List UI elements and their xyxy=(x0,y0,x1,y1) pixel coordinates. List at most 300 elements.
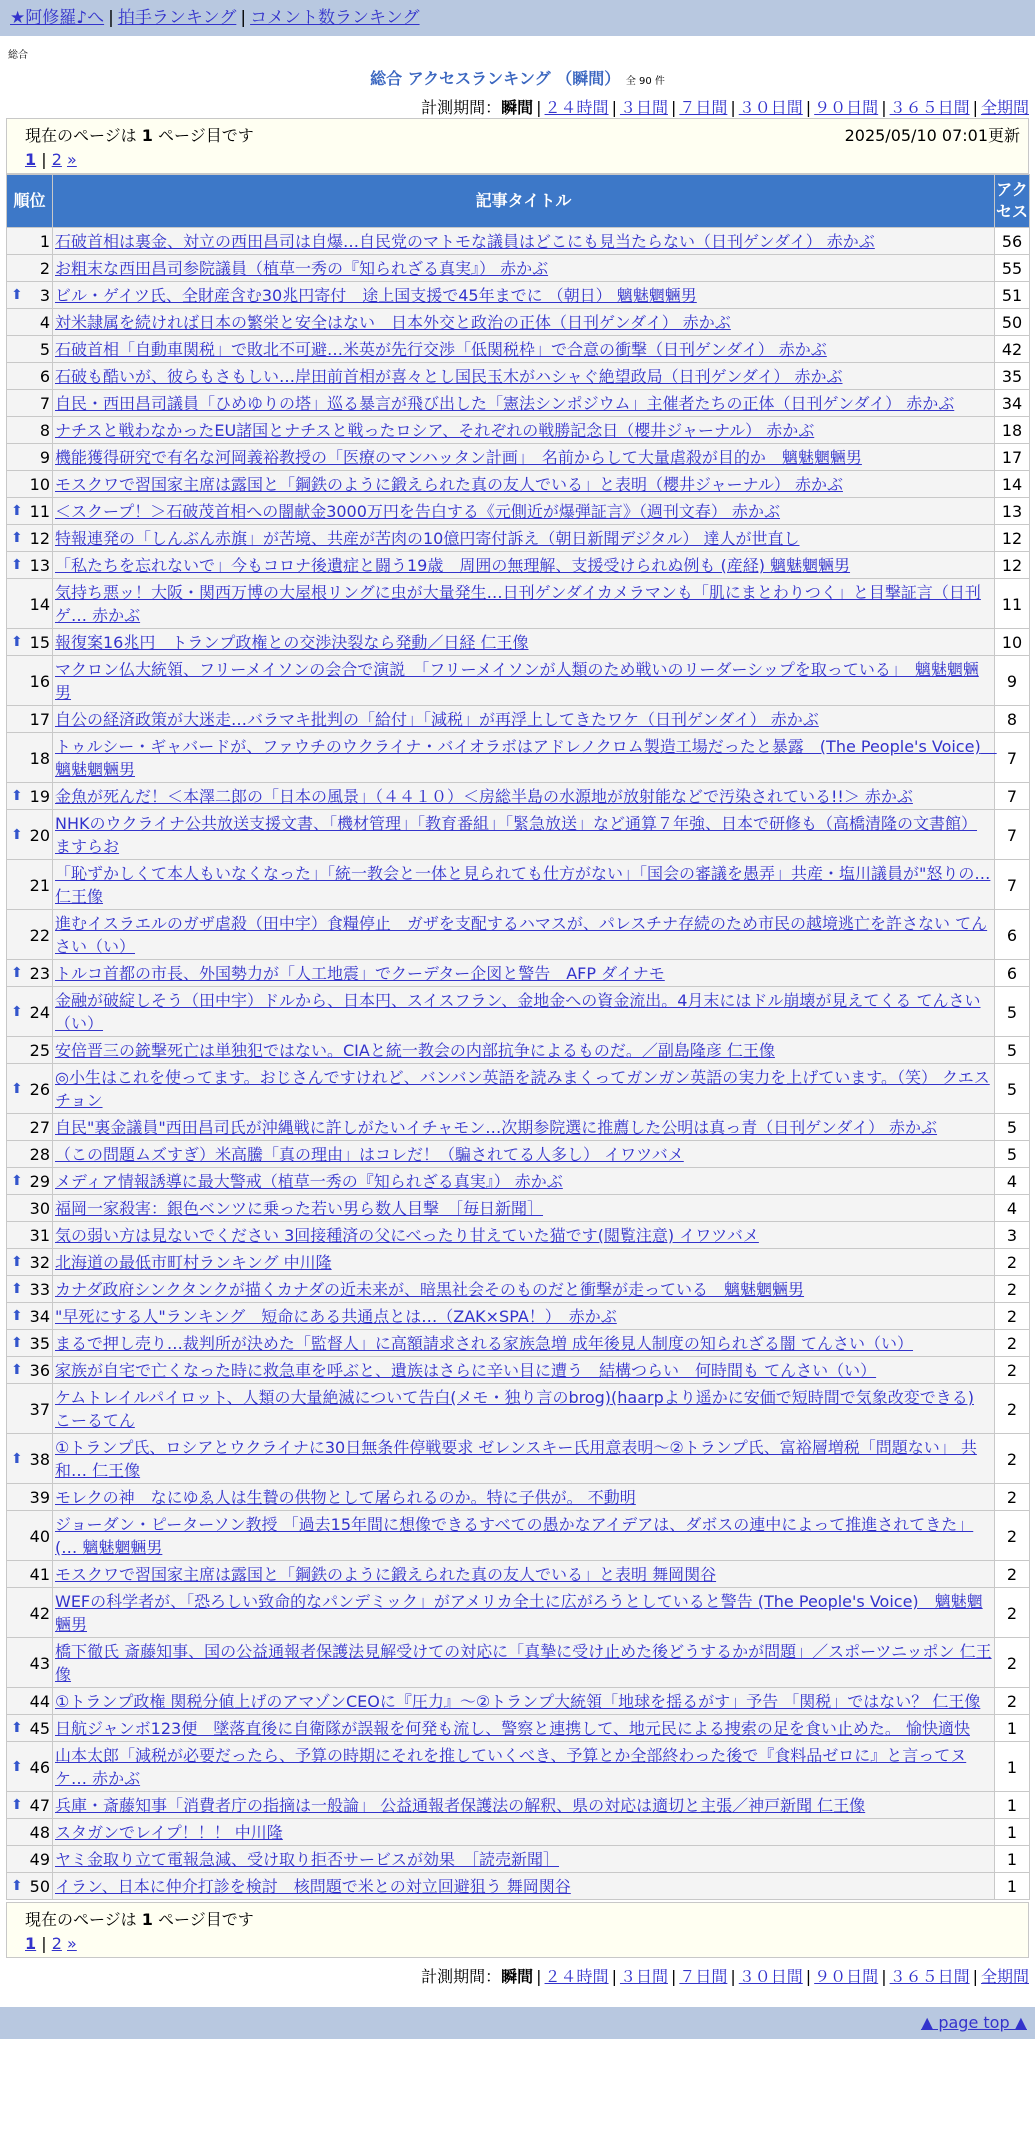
access-count: 12 xyxy=(995,552,1030,579)
access-count: 1 xyxy=(995,1846,1030,1873)
title-cell xyxy=(53,1715,995,1742)
rank-cell xyxy=(7,629,53,656)
pager-top xyxy=(6,118,1029,174)
table-row xyxy=(7,1846,1030,1873)
article-title-link[interactable]: 金魚が死んだ！＜本澤二郎の「日本の風景」（４４１０）＜房総半島の水源地が放射能などで汚染されている!!＞ 赤かぶ xyxy=(55,787,913,806)
rank-cell xyxy=(7,910,53,960)
access-count: 11 xyxy=(995,579,1030,629)
title-cell xyxy=(53,1168,995,1195)
access-count: 17 xyxy=(995,444,1030,471)
period-separator: | xyxy=(881,98,887,117)
rank-number: 8 xyxy=(39,421,50,440)
period-option: 瞬間 xyxy=(501,1967,534,1986)
article-title-link[interactable]: モレクの神 なにゆゑ人は生贄の供物として屠られるのか。特に子供が。 不動明 xyxy=(55,1488,636,1507)
period-separator: | xyxy=(972,1967,978,1986)
access-count: 5 xyxy=(995,1037,1030,1064)
title-cell xyxy=(53,1873,995,1900)
rank-cell xyxy=(7,552,53,579)
table-row xyxy=(7,629,1030,656)
access-count: 7 xyxy=(995,810,1030,860)
up-arrow-icon: ⬆ xyxy=(11,788,23,804)
table-row xyxy=(7,1276,1030,1303)
article-title-link[interactable]: WEFの科学者が、「恐ろしい致命的なパンデミック」がアメリカ全土に広がろうとしていると警告 (The People's Voice) 魑魅魍魎男 xyxy=(55,1592,983,1634)
access-count: 13 xyxy=(995,498,1030,525)
rank-cell xyxy=(7,1276,53,1303)
rank-number: 15 xyxy=(29,633,50,652)
comment-ranking-link[interactable]: コメント数ランキング xyxy=(250,8,420,28)
rank-number: 49 xyxy=(29,1850,50,1869)
access-count: 5 xyxy=(995,1141,1030,1168)
rank-number: 41 xyxy=(29,1565,50,1584)
table-row xyxy=(7,471,1030,498)
table-header-row xyxy=(7,175,1030,228)
period-option[interactable]: ７日間 xyxy=(679,1967,728,1986)
article-title-link[interactable]: イラン、日本に仲介打診を検討 核問題で米との対立回避狙う 舞岡関谷 xyxy=(55,1877,571,1896)
rank-number: 33 xyxy=(29,1280,50,1299)
up-arrow-icon: ⬆ xyxy=(11,1362,23,1378)
table-row xyxy=(7,1249,1030,1276)
access-count: 2 xyxy=(995,1561,1030,1588)
access-count: 12 xyxy=(995,525,1030,552)
rank-cell xyxy=(7,471,53,498)
rank-cell xyxy=(7,1846,53,1873)
rank-cell xyxy=(7,255,53,282)
table-row xyxy=(7,783,1030,810)
page-top-link[interactable]: ▲ page top ▲ xyxy=(920,2013,1027,2032)
article-title-link[interactable]: 石破首相「自動車関税」で敗北不可避…米英が先行交渉「低関税枠」で合意の衝撃（日刊ゲンダイ） 赤かぶ xyxy=(55,340,827,359)
rank-number: 36 xyxy=(29,1361,50,1380)
table-row xyxy=(7,1141,1030,1168)
rank-cell xyxy=(7,390,53,417)
title-cell xyxy=(53,1114,995,1141)
period-label: 計測期間： xyxy=(421,98,502,117)
article-title-link[interactable]: 北海道の最低市町村ランキング 中川隆 xyxy=(55,1253,332,1272)
table-row xyxy=(7,336,1030,363)
table-row xyxy=(7,390,1030,417)
title-cell xyxy=(53,1303,995,1330)
rank-cell xyxy=(7,336,53,363)
title-cell xyxy=(53,783,995,810)
title-cell xyxy=(53,1330,995,1357)
rank-number: 7 xyxy=(39,394,50,413)
article-title-link[interactable]: ヤミ金取り立て電報急減、受け取り拒否サービスが効果 ［読売新聞］ xyxy=(55,1850,560,1869)
rank-number: 31 xyxy=(29,1226,50,1245)
up-arrow-icon: ⬆ xyxy=(11,1878,23,1894)
access-count: 2 xyxy=(995,1357,1030,1384)
table-row xyxy=(7,498,1030,525)
title-cell xyxy=(53,1688,995,1715)
title-cell xyxy=(53,1792,995,1819)
header-title: 記事タイトル xyxy=(53,175,995,228)
access-count: 5 xyxy=(995,1064,1030,1114)
title-cell xyxy=(53,1638,995,1688)
nav-separator: | xyxy=(240,8,247,28)
rank-cell xyxy=(7,1638,53,1688)
up-arrow-icon: ⬆ xyxy=(11,634,23,650)
rank-cell xyxy=(7,706,53,733)
title-cell xyxy=(53,1846,995,1873)
rank-cell xyxy=(7,1434,53,1484)
table-row xyxy=(7,1742,1030,1792)
page-title-text: 総合 アクセスランキング （瞬間） xyxy=(370,69,621,88)
access-count: 2 xyxy=(995,1484,1030,1511)
rank-number: 45 xyxy=(29,1719,50,1738)
table-row xyxy=(7,810,1030,860)
access-count: 6 xyxy=(995,910,1030,960)
article-title-link[interactable]: 山本太郎「減税が必要だったら、予算の時期にそれを推していくべき、予算とか全部終わった後で『食料品ゼロに』と言ってヌケ… 赤かぶ xyxy=(55,1746,967,1788)
table-row xyxy=(7,1511,1030,1561)
up-arrow-icon: ⬆ xyxy=(11,557,23,573)
title-cell xyxy=(53,309,995,336)
period-option[interactable]: 全期間 xyxy=(980,98,1029,117)
article-title-link[interactable]: まるで押し売り…裁判所が決めた「監督人」に高額請求される家族急増 成年後見人制度の知られざる闇 てんさい（い） xyxy=(55,1334,914,1353)
period-option[interactable]: ７日間 xyxy=(679,98,728,117)
header-rank: 順位 xyxy=(7,175,53,228)
period-option[interactable]: ９０日間 xyxy=(814,1967,879,1986)
rank-number: 24 xyxy=(29,1002,50,1022)
pager-bottom xyxy=(6,1902,1029,1958)
rank-number: 3 xyxy=(39,286,50,305)
title-cell xyxy=(53,629,995,656)
title-cell xyxy=(53,656,995,706)
rank-cell xyxy=(7,309,53,336)
table-row xyxy=(7,1037,1030,1064)
article-title-link[interactable]: モスクワで習国家主席は露国と「鋼鉄のように鍛えられた真の友人でいる」と表明（櫻井ジャーナル） 赤かぶ xyxy=(55,475,843,494)
rank-cell xyxy=(7,1249,53,1276)
article-title-link[interactable]: 機能獲得研究で有名な河岡義裕教授の「医療のマンハッタン計画」 名前からして大量虐殺が目的か 魑魅魍魎男 xyxy=(55,448,862,467)
table-row xyxy=(7,656,1030,706)
table-row xyxy=(7,1384,1030,1434)
rank-number: 47 xyxy=(29,1796,50,1815)
period-option[interactable]: ２４時間 xyxy=(544,98,609,117)
rank-number: 5 xyxy=(39,340,50,359)
up-arrow-icon: ⬆ xyxy=(11,826,23,843)
article-title-link[interactable]: ジョーダン・ピーターソン教授 「過去15年間に想像できるすべての愚かなアイデアは、ダボスの連中によって推進されてきた」(… 魑魅魍魎男 xyxy=(55,1515,974,1557)
access-count: 5 xyxy=(995,987,1030,1037)
period-separator: | xyxy=(881,1967,887,1986)
title-cell xyxy=(53,363,995,390)
article-title-link[interactable]: 自民"裏金議員"西田昌司氏が沖縄戦に許しがたいイチャモン…次期参院選に推薦した公明は真っ青（日刊ゲンダイ） 赤かぶ xyxy=(55,1118,938,1137)
rank-cell xyxy=(7,444,53,471)
total-count: 全 90 件 xyxy=(625,76,665,87)
title-cell xyxy=(53,336,995,363)
rank-cell xyxy=(7,1715,53,1742)
table-row xyxy=(7,282,1030,309)
table-row xyxy=(7,579,1030,629)
article-title-link[interactable]: お粗末な西田昌司参院議員（植草一秀の『知られざる真実』） 赤かぶ xyxy=(55,259,549,278)
rank-cell xyxy=(7,1742,53,1792)
rank-number: 13 xyxy=(29,556,50,575)
table-row xyxy=(7,444,1030,471)
header-access: アクセス xyxy=(995,175,1030,228)
article-title-link[interactable]: 「恥ずかしくて本人もいなくなった」「統一教会と一体と見られても仕方がない」「国会の審議を愚弄」共産・塩川議員が"怒りの… 仁王像 xyxy=(55,864,991,906)
rank-cell xyxy=(7,1873,53,1900)
top-nav-bar xyxy=(0,0,1035,36)
bottom-bar xyxy=(0,2007,1035,2039)
article-title-link[interactable]: 石破も酷いが、彼らもさもしい…岸田前首相が喜々とし国民玉木がハシャぐ絶望政局（日刊ゲンダイ） 赤かぶ xyxy=(55,367,843,386)
period-label: 計測期間： xyxy=(421,1967,502,1986)
up-arrow-icon: ⬆ xyxy=(11,1308,23,1324)
title-cell xyxy=(53,1037,995,1064)
title-cell xyxy=(53,1511,995,1561)
article-title-link[interactable]: 報復案16兆円 トランプ政権との交渉決裂なら発動／日経 仁王像 xyxy=(55,633,529,652)
period-separator: | xyxy=(972,98,978,117)
up-arrow-icon: ⬆ xyxy=(11,965,23,981)
home-link[interactable]: ★阿修羅♪へ xyxy=(10,8,105,28)
period-option[interactable]: 全期間 xyxy=(980,1967,1029,1986)
table-row xyxy=(7,552,1030,579)
title-cell xyxy=(53,1742,995,1792)
access-count: 6 xyxy=(995,960,1030,987)
rank-cell xyxy=(7,1303,53,1330)
period-option: 瞬間 xyxy=(501,98,534,117)
access-count: 10 xyxy=(995,629,1030,656)
rank-number: 37 xyxy=(29,1399,50,1419)
rank-cell xyxy=(7,1064,53,1114)
rank-number: 21 xyxy=(29,875,50,895)
access-count: 1 xyxy=(995,1873,1030,1900)
rank-number: 29 xyxy=(29,1172,50,1191)
page-1-link[interactable]: 1 xyxy=(25,1934,37,1953)
period-option[interactable]: ３６５日間 xyxy=(889,1967,970,1986)
table-row xyxy=(7,363,1030,390)
article-title-link[interactable]: 対米隷属を続ければ日本の繁栄と安全はない 日本外交と政治の正体（日刊ゲンダイ） 赤かぶ xyxy=(55,313,731,332)
access-count: 56 xyxy=(995,228,1030,255)
title-cell xyxy=(53,733,995,783)
article-title-link[interactable]: スタガンでレイプ！！！ 中川隆 xyxy=(55,1823,283,1842)
period-selector-bottom xyxy=(0,1964,1035,1987)
access-count: 4 xyxy=(995,1168,1030,1195)
rank-number: 39 xyxy=(29,1488,50,1507)
period-selector-top xyxy=(0,95,1035,118)
article-title-link[interactable]: カナダ政府シンクタンクが描くカナダの近未来が、暗黒社会そのものだと衝撃が走っている 魑魅魍魎男 xyxy=(55,1280,805,1299)
up-arrow-icon: ⬆ xyxy=(11,1797,23,1813)
table-row xyxy=(7,1114,1030,1141)
rank-cell xyxy=(7,579,53,629)
title-cell xyxy=(53,390,995,417)
article-title-link[interactable]: ビル・ゲイツ氏、全財産含む30兆円寄付 途上国支援で45年までに （朝日） 魑魅魍魎男 xyxy=(55,286,697,305)
article-title-link[interactable]: 気持ち悪ッ！大阪・関西万博の大屋根リングに虫が大量発生…日刊ゲンダイカメラマンも「肌にまとわりつく」と目撃証言（日刊ゲ… 赤かぶ xyxy=(55,583,981,625)
rank-number: 27 xyxy=(29,1118,50,1137)
period-separator: | xyxy=(730,98,736,117)
access-count: 18 xyxy=(995,417,1030,444)
table-row xyxy=(7,1222,1030,1249)
rank-cell xyxy=(7,1511,53,1561)
table-row xyxy=(7,1792,1030,1819)
rank-cell xyxy=(7,1561,53,1588)
access-count: 7 xyxy=(995,733,1030,783)
rank-cell xyxy=(7,1792,53,1819)
table-row xyxy=(7,1195,1030,1222)
access-count: 14 xyxy=(995,471,1030,498)
article-title-link[interactable]: 兵庫・斎藤知事「消費者庁の指摘は一般論」 公益通報者保護法の解釈、県の対応は適切と主張／神戸新聞 仁王像 xyxy=(55,1796,866,1815)
rank-cell xyxy=(7,228,53,255)
title-cell xyxy=(53,1195,995,1222)
up-arrow-icon: ⬆ xyxy=(11,1080,23,1097)
title-cell xyxy=(53,1141,995,1168)
rank-number: 46 xyxy=(29,1757,50,1777)
table-row xyxy=(7,706,1030,733)
period-option[interactable]: ３０日間 xyxy=(738,98,803,117)
period-separator: | xyxy=(670,98,677,117)
article-title-link[interactable]: ナチスと戦わなかったEU諸国とナチスと戦ったロシア、それぞれの戦勝記念日（櫻井ジャーナル） 赤かぶ xyxy=(55,421,815,440)
table-row xyxy=(7,987,1030,1037)
rank-number: 50 xyxy=(29,1877,50,1896)
page-1-link[interactable]: 1 xyxy=(25,150,37,169)
access-count: 1 xyxy=(995,1715,1030,1742)
rank-cell xyxy=(7,417,53,444)
rank-number: 9 xyxy=(39,448,50,467)
period-separator: | xyxy=(670,1967,677,1986)
article-title-link[interactable]: "早死にする人"ランキング 短命にある共通点とは…（ZAK×SPA！） 赤かぶ xyxy=(55,1307,617,1326)
rank-cell xyxy=(7,810,53,860)
page-2-link[interactable]: 2 xyxy=(51,1934,62,1953)
article-title-link[interactable]: ＜スクープ！＞石破茂首相への闇献金3000万円を告白する《元側近が爆弾証言》（週刊文春） 赤かぶ xyxy=(55,502,781,521)
title-cell xyxy=(53,860,995,910)
rank-number: 34 xyxy=(29,1307,50,1326)
up-arrow-icon: ⬆ xyxy=(11,1335,23,1351)
article-title-link[interactable]: 特報連発の「しんぶん赤旗」が苦境、共産が苦肉の10億円寄付訴え（朝日新聞デジタル） 達人が世直し xyxy=(55,529,800,548)
page-title xyxy=(0,66,1035,89)
period-option[interactable]: ９０日間 xyxy=(814,98,879,117)
article-title-link[interactable]: ①トランプ氏、ロシアとウクライナに30日無条件停戦要求 ゼレンスキー氏用意表明～②トランプ氏、富裕層増税「問題ない」 共和… 仁王像 xyxy=(55,1438,977,1480)
rank-number: 22 xyxy=(29,925,50,945)
table-row xyxy=(7,733,1030,783)
applause-ranking-link[interactable]: 拍手ランキング xyxy=(117,8,237,28)
period-separator: | xyxy=(536,1967,542,1986)
article-title-link[interactable]: モスクワで習国家主席は露国と「鋼鉄のように鍛えられた真の友人でいる」と表明 舞岡関谷 xyxy=(55,1565,717,1584)
rank-number: 20 xyxy=(29,825,50,845)
access-count: 1 xyxy=(995,1819,1030,1846)
table-row xyxy=(7,1330,1030,1357)
up-arrow-icon: ⬆ xyxy=(11,1254,23,1270)
rank-cell xyxy=(7,733,53,783)
rank-number: 38 xyxy=(29,1449,50,1469)
title-cell xyxy=(53,987,995,1037)
rank-number: 12 xyxy=(29,529,50,548)
rank-cell xyxy=(7,363,53,390)
rank-number: 17 xyxy=(29,710,50,729)
next-page-link[interactable]: » xyxy=(67,150,77,169)
title-cell xyxy=(53,1561,995,1588)
article-title-link[interactable]: 橋下徹氏 斎藤知事、国の公益通報者保護法見解受けての対応に「真摯に受け止めた後どうするかが問題」／スポーツニッポン 仁王像 xyxy=(55,1642,992,1684)
rank-cell xyxy=(7,1384,53,1434)
pager-separator: | xyxy=(41,1934,47,1953)
access-count: 3 xyxy=(995,1222,1030,1249)
access-count: 1 xyxy=(995,1742,1030,1792)
access-count: 4 xyxy=(995,1195,1030,1222)
access-count: 2 xyxy=(995,1384,1030,1434)
period-separator: | xyxy=(730,1967,736,1986)
period-option[interactable]: ２４時間 xyxy=(544,1967,609,1986)
article-title-link[interactable]: 安倍晋三の銃撃死亡は単独犯ではない。CIAと統一教会の内部抗争によるものだ。／副島隆彦 仁王像 xyxy=(55,1041,775,1060)
access-count: 2 xyxy=(995,1303,1030,1330)
article-title-link[interactable]: 進むイスラエルのガザ虐殺（田中宇）食糧停止 ガザを支配するハマスが、パレスチナ存続のため市民の越境逃亡を許さない てんさい（い） xyxy=(55,914,988,956)
rank-cell xyxy=(7,1037,53,1064)
table-row xyxy=(7,1357,1030,1384)
title-cell xyxy=(53,498,995,525)
rank-cell xyxy=(7,282,53,309)
title-cell xyxy=(53,1588,995,1638)
article-title-link[interactable]: 自公の経済政策が大迷走…バラマキ批判の「給付」「減税」が再浮上してきたワケ（日刊ゲンダイ） 赤かぶ xyxy=(55,710,819,729)
access-count: 34 xyxy=(995,390,1030,417)
table-row xyxy=(7,1434,1030,1484)
title-cell xyxy=(53,417,995,444)
table-row xyxy=(7,255,1030,282)
title-cell xyxy=(53,552,995,579)
period-option[interactable]: ３日間 xyxy=(619,1967,668,1986)
table-row xyxy=(7,1638,1030,1688)
rank-cell xyxy=(7,783,53,810)
table-row xyxy=(7,1561,1030,1588)
next-page-link[interactable]: » xyxy=(67,1934,77,1953)
table-row xyxy=(7,1873,1030,1900)
access-count: 35 xyxy=(995,363,1030,390)
article-title-link[interactable]: 金融が破綻しそう（田中宇）ドルから、日本円、スイスフラン、金地金への資金流出。4月末にはドル崩壊が見えてくる てんさい（い） xyxy=(55,991,981,1033)
article-title-link[interactable]: メディア情報誘導に最大警戒（植草一秀の『知られざる真実』） 赤かぶ xyxy=(55,1172,563,1191)
article-title-link[interactable]: NHKのウクライナ公共放送支援文書、「機材管理」「教育番組」「緊急放送」など通算７年強、日本で研修も（高橋清隆の文書館） ますらお xyxy=(55,814,978,856)
period-option[interactable]: ３日間 xyxy=(619,98,668,117)
title-cell xyxy=(53,910,995,960)
up-arrow-icon: ⬆ xyxy=(11,1450,23,1467)
article-title-link[interactable]: 石破首相は裏金、対立の西田昌司は自爆…自民党のマトモな議員はどこにも見当たらない（日刊ゲンダイ） 赤かぶ xyxy=(55,232,875,251)
rank-number: 14 xyxy=(29,594,50,614)
rank-cell xyxy=(7,960,53,987)
rank-number: 30 xyxy=(29,1199,50,1218)
period-separator: | xyxy=(805,98,812,117)
title-cell xyxy=(53,255,995,282)
period-option[interactable]: ３０日間 xyxy=(738,1967,803,1986)
article-title-link[interactable]: 福岡一家殺害：銀色ベンツに乗った若い男ら数人目撃 ［毎日新聞］ xyxy=(55,1199,544,1218)
access-count: 55 xyxy=(995,255,1030,282)
article-title-link[interactable]: （この問題ムズすぎ）米高騰「真の理由」はコレだ！（騙されてる人多し） イワツバメ xyxy=(55,1145,684,1164)
access-count: 51 xyxy=(995,282,1030,309)
up-arrow-icon: ⬆ xyxy=(11,1281,23,1297)
page-2-link[interactable]: 2 xyxy=(51,150,62,169)
rank-cell xyxy=(7,1688,53,1715)
rank-number: 25 xyxy=(29,1041,50,1060)
rank-number: 10 xyxy=(29,475,50,494)
article-title-link[interactable]: ◎小生はこれを使ってます。おじさんですけれど、バンバン英語を読みまくってガンガン英語の実力を上げています。（笑） クエスチョン xyxy=(55,1068,990,1110)
article-title-link[interactable]: 「私たちを忘れないで」今もコロナ後遺症と闘う19歳 周囲の無理解、支援受けられぬ例も (産経) 魑魅魍魎男 xyxy=(55,556,851,575)
title-cell xyxy=(53,1249,995,1276)
article-title-link[interactable]: 家族が自宅で亡くなった時に救急車を呼ぶと、遺族はさらに辛い目に遭う 結構つらい 何時間も てんさい（い） xyxy=(55,1361,877,1380)
title-cell xyxy=(53,1434,995,1484)
rank-cell xyxy=(7,1114,53,1141)
rank-number: 19 xyxy=(29,787,50,806)
table-row xyxy=(7,1588,1030,1638)
article-title-link[interactable]: トゥルシー・ギャバードが、ファウチのウクライナ・バイオラボはアドレノクロム製造工場だったと暴露 (The People's Voice) 魑魅魍魎男 xyxy=(55,737,997,779)
rank-number: 35 xyxy=(29,1334,50,1353)
table-row xyxy=(7,1064,1030,1114)
period-option[interactable]: ３６５日間 xyxy=(889,98,970,117)
article-title-link[interactable]: トルコ首都の市長、外国勢力が「人工地震」でクーデター企図と警告 AFP ダイナモ xyxy=(55,964,665,983)
rank-number: 2 xyxy=(39,259,50,278)
article-title-link[interactable]: 自民・西田昌司議員「ひめゆりの塔」巡る暴言が飛び出した「憲法シンポジウム」主催者たちの正体（日刊ゲンダイ） 赤かぶ xyxy=(55,394,955,413)
title-cell xyxy=(53,706,995,733)
article-title-link[interactable]: 気の弱い方は見ないでください 3回接種済の父にべったり甘えていた猫です(閲覧注意) イワツバメ xyxy=(55,1226,759,1245)
article-title-link[interactable]: 日航ジャンボ123便 墜落直後に自衛隊が誤報を何発も流し、警察と連携して、地元民による捜索の足を食い止めた。 愉快適快 xyxy=(55,1719,970,1738)
table-row xyxy=(7,1819,1030,1846)
article-title-link[interactable]: ケムトレイルパイロット、人類の大量絶滅について告白(メモ・独り言のbrog)(haarpより遥かに安価で短時間で気象改変できる) こーるてん xyxy=(55,1388,974,1430)
article-title-link[interactable]: ①トランプ政権 関税分値上げのアマゾンCEOに『圧力』～②トランプ大統領「地球を揺るがす」予告 「関税」ではない？ 仁王像 xyxy=(55,1692,981,1711)
article-title-link[interactable]: マクロン仏大統領、フリーメイソンの会合で演説 「フリーメイソンが人類のため戦いのリーダーシップを取っている」 魑魅魍魎男 xyxy=(55,660,979,702)
rank-cell xyxy=(7,656,53,706)
access-count: 2 xyxy=(995,1434,1030,1484)
access-count: 2 xyxy=(995,1588,1030,1638)
rank-number: 23 xyxy=(29,964,50,983)
pager-separator: | xyxy=(41,150,47,169)
